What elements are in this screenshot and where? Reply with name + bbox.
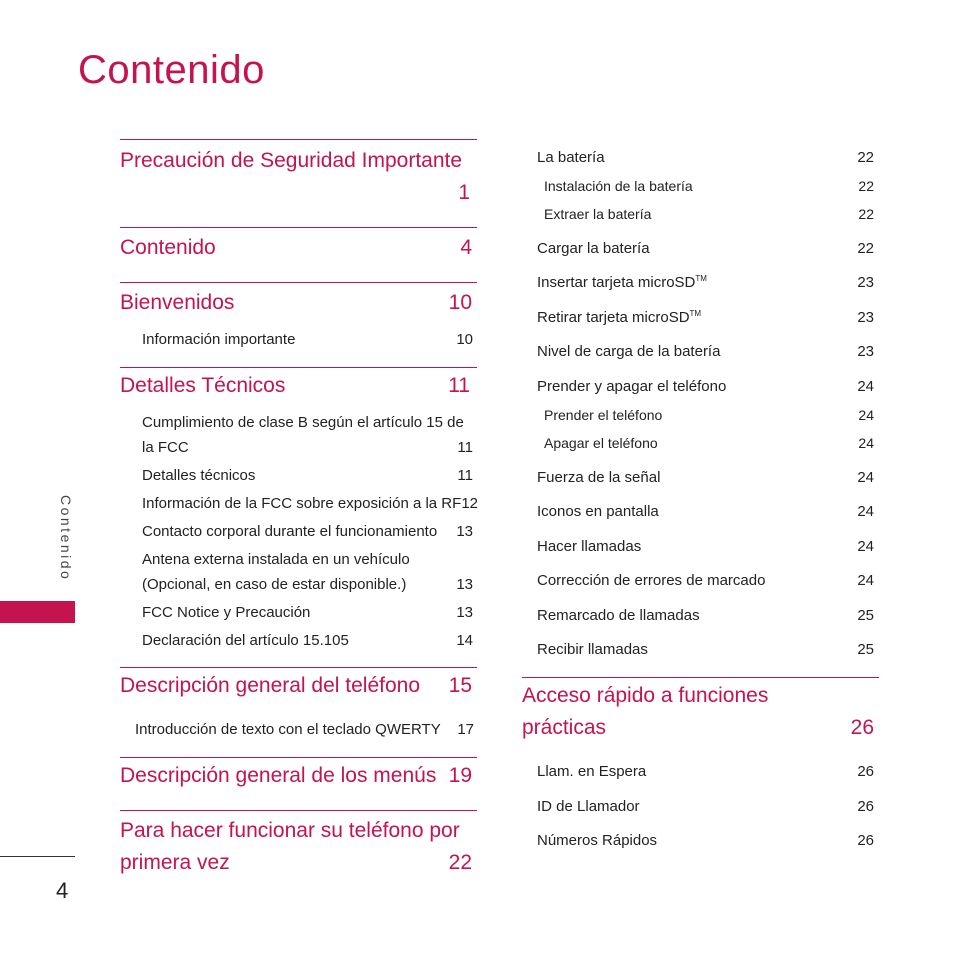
- toc-item-remarcado[interactable]: Remarcado de llamadas 25: [537, 607, 874, 624]
- toc-item-numeros-rapidos[interactable]: Números Rápidos 26: [537, 832, 874, 849]
- toc-section-detalles-tecnicos[interactable]: [120, 370, 470, 402]
- toc-section-bienvenidos[interactable]: [120, 287, 472, 319]
- trademark-mark: TM: [689, 309, 702, 318]
- toc-section-descripcion-menus[interactable]: [120, 760, 472, 792]
- side-section-label: Contenido: [58, 495, 74, 582]
- section-divider: [120, 227, 477, 228]
- toc-section-label: Descripción general de los menús: [120, 764, 437, 787]
- trademark-mark: TM: [695, 274, 707, 283]
- toc-item-prender-telefono[interactable]: Prender el teléfono 24: [544, 407, 874, 423]
- toc-item-detalles-tecnicos[interactable]: Detalles técnicos 11: [142, 467, 473, 484]
- toc-item-cargar-bateria[interactable]: Cargar la batería 22: [537, 240, 874, 257]
- toc-page-number: 22: [448, 851, 472, 874]
- toc-item-prender-apagar[interactable]: Prender y apagar el teléfono 24: [537, 378, 874, 395]
- toc-section-label: Acceso rápido a funciones: [522, 684, 769, 707]
- toc-page-number: 10: [448, 291, 472, 314]
- toc-item-informacion-importante[interactable]: Información importante 10: [142, 331, 473, 348]
- toc-section-acceso-rapido-line1[interactable]: [522, 680, 874, 712]
- toc-page-number: 26: [850, 716, 874, 739]
- toc-section-precaucion[interactable]: [120, 145, 470, 177]
- toc-item-hacer-llamadas[interactable]: Hacer llamadas 24: [537, 538, 874, 555]
- section-divider: [120, 757, 477, 758]
- toc-section-descripcion-telefono[interactable]: [120, 670, 472, 702]
- toc-item-nivel-carga[interactable]: Nivel de carga de la batería 23: [537, 343, 874, 360]
- toc-item-id-llamador[interactable]: ID de Llamador 26: [537, 798, 874, 815]
- toc-section-label: Precaución de Seguridad Importante: [120, 149, 463, 172]
- toc-item-fcc-notice[interactable]: FCC Notice y Precaución 13: [142, 604, 473, 621]
- page-number: 4: [56, 878, 69, 903]
- toc-section-label: Descripción general del teléfono: [120, 674, 421, 697]
- toc-page-number: 4: [460, 236, 472, 259]
- toc-item-llamada-espera[interactable]: Llam. en Espera 26: [537, 763, 874, 780]
- toc-section-label: prácticas: [522, 716, 607, 739]
- toc-item-apagar-telefono[interactable]: Apagar el teléfono 24: [544, 435, 874, 451]
- toc-section-precaucion-page[interactable]: [120, 177, 470, 209]
- section-divider: [120, 139, 477, 140]
- toc-section-label: Contenido: [120, 236, 216, 259]
- toc-item-introduccion-qwerty[interactable]: Introducción de texto con el teclado QWERTY 17: [135, 721, 474, 738]
- toc-page-number: 19: [448, 764, 472, 787]
- section-divider: [120, 667, 477, 668]
- toc-section-label: primera vez: [120, 851, 230, 874]
- toc-section-para-hacer-line2[interactable]: [120, 847, 472, 879]
- toc-item-instalacion-bateria[interactable]: Instalación de la batería 22: [544, 178, 874, 194]
- page-title: Contenido: [78, 48, 265, 92]
- side-section-tab: [0, 601, 75, 623]
- footer-divider: [0, 856, 75, 857]
- toc-item-fuerza-senal[interactable]: Fuerza de la señal 24: [537, 469, 874, 486]
- toc-item-retirar-microsd[interactable]: Retirar tarjeta microSD™ 23: [537, 309, 874, 326]
- toc-section-acceso-rapido-line2[interactable]: [522, 712, 874, 744]
- toc-item-cumplimiento[interactable]: Cumplimiento de clase B según el artículo 15 de la FCC 11: [142, 414, 473, 456]
- toc-item-iconos-pantalla[interactable]: Iconos en pantalla 24: [537, 503, 874, 520]
- toc-page-number: 1: [458, 181, 470, 204]
- section-divider: [522, 677, 879, 678]
- toc-item-contacto-corporal[interactable]: Contacto corporal durante el funcionamiento 13: [142, 523, 473, 540]
- toc-section-label: Detalles Técnicos: [120, 374, 286, 397]
- toc-item-la-bateria[interactable]: La batería 22: [537, 149, 874, 166]
- toc-section-contenido[interactable]: [120, 232, 472, 264]
- toc-item-extraer-bateria[interactable]: Extraer la batería 22: [544, 206, 874, 222]
- section-divider: [120, 810, 477, 811]
- toc-page-number: 15: [448, 674, 472, 697]
- toc-section-label: Bienvenidos: [120, 291, 235, 314]
- toc-section-para-hacer-line1[interactable]: [120, 815, 472, 847]
- toc-item-informacion-fcc[interactable]: Información de la FCC sobre exposición a la RF 12: [142, 495, 478, 512]
- toc-item-correccion-errores[interactable]: Corrección de errores de marcado 24: [537, 572, 874, 589]
- toc-section-label: Para hacer funcionar su teléfono por: [120, 819, 460, 842]
- toc-item-declaracion[interactable]: Declaración del artículo 15.105 14: [142, 632, 473, 649]
- section-divider: [120, 282, 477, 283]
- toc-item-recibir-llamadas[interactable]: Recibir llamadas 25: [537, 641, 874, 658]
- toc-item-insertar-microsd[interactable]: Insertar tarjeta microSD™ 23: [537, 274, 874, 291]
- section-divider: [120, 367, 477, 368]
- toc-item-antena-externa[interactable]: Antena externa instalada en un vehículo (Opcional, en caso de estar disponible.) 13: [142, 551, 473, 593]
- toc-page-number: 11: [448, 374, 470, 397]
